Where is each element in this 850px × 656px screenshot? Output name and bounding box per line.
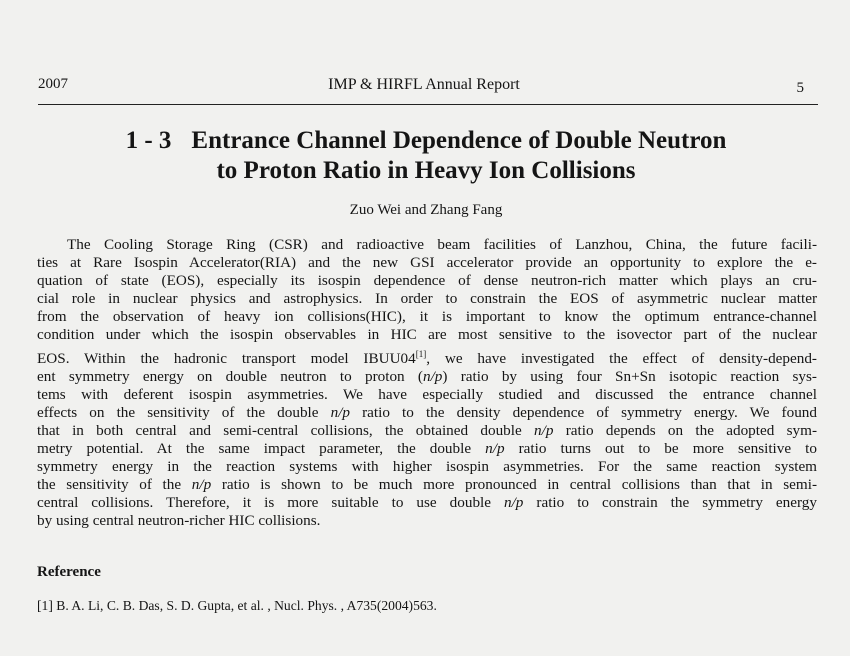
header-rule bbox=[38, 104, 818, 105]
np-symbol: n/p bbox=[330, 403, 351, 421]
body-line: condition under which the isospin observables in HIC are most sensitive to the isovector part of the nuclear bbox=[37, 326, 817, 344]
body-line: cial role in nuclear physics and astrophysics. In order to constrain the EOS of asymmetric nuclear matter bbox=[37, 290, 817, 308]
body-text: , we have investigated the effect of density-depend- bbox=[426, 349, 817, 367]
body-line: symmetry energy in the reaction systems with higher isospin asymmetries. For the same reaction system bbox=[37, 458, 817, 476]
np-symbol: n/p bbox=[422, 367, 443, 385]
body-text: the sensitivity of the bbox=[37, 476, 192, 494]
reference-item: [1] B. A. Li, C. B. Das, S. D. Gupta, et al. , Nucl. Phys. , A735(2004)563. bbox=[37, 598, 437, 613]
body-line: from the observation of heavy ion collisions(HIC), it is important to know the optimum entrance-channel bbox=[37, 308, 817, 326]
body-text: that in both central and semi-central collisions, the obtained double bbox=[37, 422, 535, 439]
article-title bbox=[40, 126, 812, 186]
article-title-line-1 bbox=[40, 126, 812, 156]
body-line: by using central neutron-richer HIC collisions. bbox=[37, 512, 321, 530]
running-header bbox=[38, 72, 810, 100]
body-text: ratio turns out to be more sensitive to bbox=[504, 440, 817, 458]
header-year: 2007 bbox=[38, 76, 68, 92]
body-text: ratio depends on the adopted sym- bbox=[553, 422, 818, 439]
article-number: 1 - 3 bbox=[125, 127, 172, 154]
body-text: ent symmetry energy on double neutron to proton ( bbox=[37, 367, 423, 385]
article-title-text-1: Entrance Channel Dependence of Double Neutron bbox=[191, 127, 727, 154]
body-line bbox=[37, 476, 817, 494]
body-text: ) ratio by using four Sn+Sn isotopic reaction sys- bbox=[442, 367, 817, 385]
article-body bbox=[37, 236, 817, 531]
authors: Zuo Wei and Zhang Fang bbox=[349, 202, 503, 218]
citation-marker: [1] bbox=[415, 348, 427, 359]
article-title-line-2: to Proton Ratio in Heavy Ion Collisions bbox=[216, 157, 636, 184]
body-line: The Cooling Storage Ring (CSR) and radioactive beam facilities of Lanzhou, China, the future facili- bbox=[67, 236, 817, 253]
body-text: central collisions. Therefore, it is more suitable to use double bbox=[37, 494, 504, 512]
np-symbol: n/p bbox=[534, 422, 554, 439]
body-line bbox=[37, 494, 817, 512]
body-line: tems with deferent isospin asymmetries. We have especially studied and discussed the entrance channel bbox=[37, 385, 817, 403]
body-line bbox=[37, 368, 817, 386]
reference-heading: Reference bbox=[37, 564, 101, 580]
body-text: ratio is shown to be much more pronounced in central collisions than that in semi- bbox=[211, 476, 817, 494]
body-line: ties at Rare Isospin Accelerator(RIA) and the new GSI accelerator provide an opportunity to explore the e- bbox=[37, 254, 817, 272]
body-line bbox=[37, 345, 817, 368]
body-text: effects on the sensitivity of the double bbox=[37, 403, 331, 421]
body-line: quation of state (EOS), especially its isospin dependence of dense neutron-rich matter which plays an cru- bbox=[37, 272, 817, 290]
np-symbol: n/p bbox=[191, 476, 212, 494]
body-text: EOS. Within the hadronic transport model IBUU04 bbox=[37, 349, 416, 367]
header-page-number: 5 bbox=[796, 80, 804, 96]
np-symbol: n/p bbox=[485, 440, 505, 458]
body-line bbox=[37, 422, 817, 440]
header-journal-title: IMP & HIRFL Annual Report bbox=[328, 76, 520, 93]
body-line bbox=[37, 440, 817, 458]
body-text: metry potential. At the same impact parameter, the double bbox=[37, 440, 486, 458]
np-symbol: n/p bbox=[503, 494, 524, 512]
body-line bbox=[37, 404, 817, 422]
body-text: ratio to the density dependence of symmetry energy. We found bbox=[350, 403, 817, 421]
body-text: ratio to constrain the symmetry energy bbox=[523, 494, 817, 512]
